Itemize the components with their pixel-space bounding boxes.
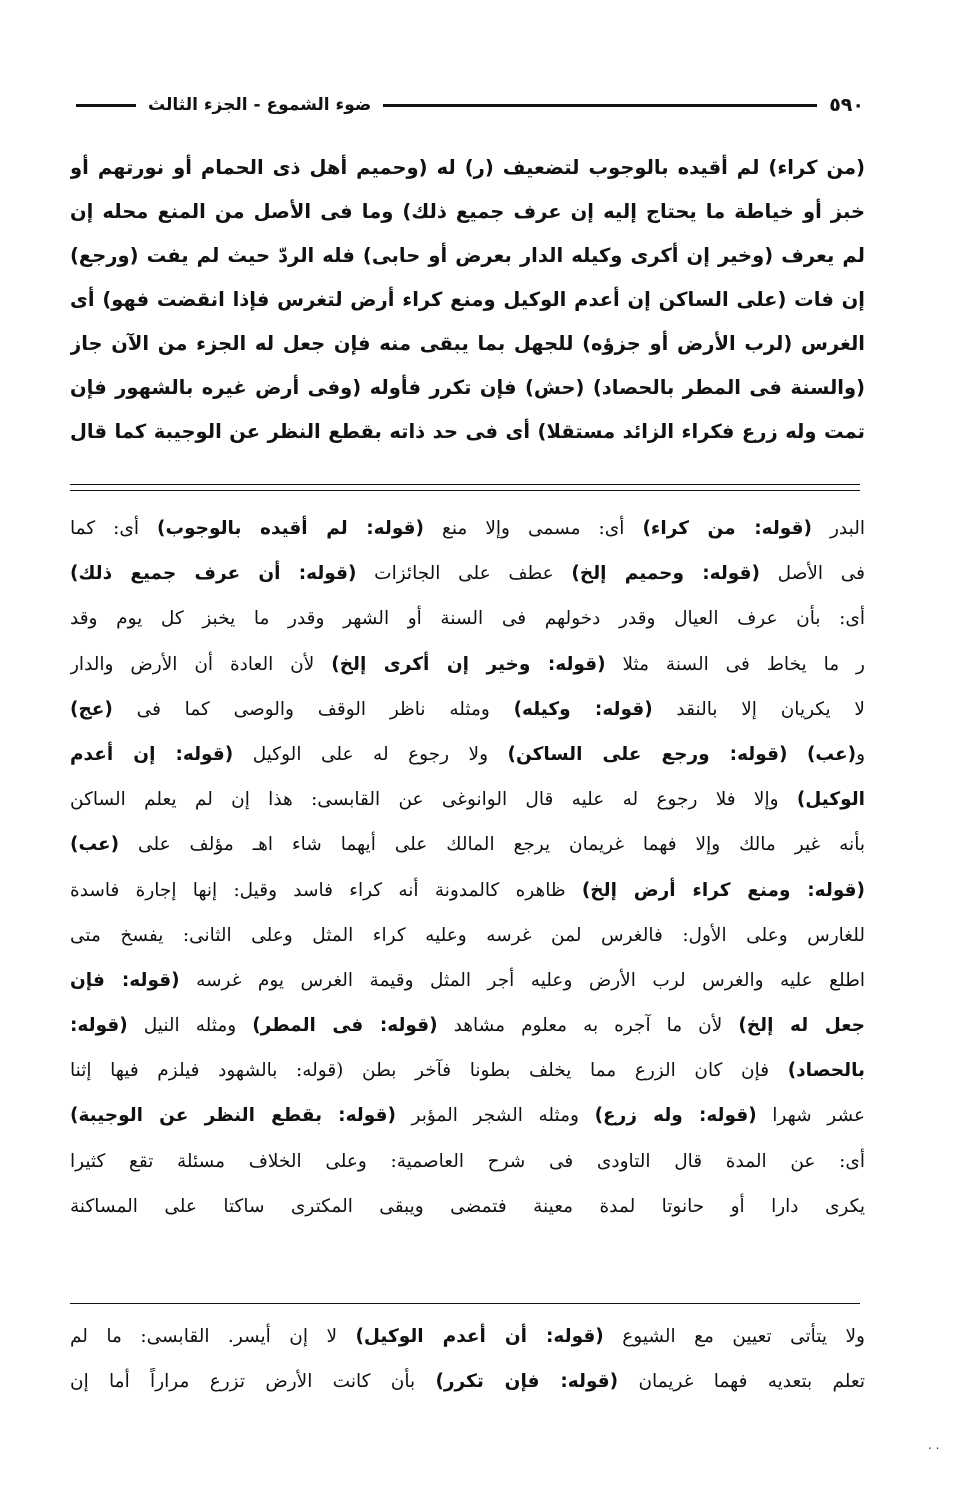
commentary-line <box>70 822 865 867</box>
bold-lemma: بالحصاد) <box>787 1060 865 1082</box>
bold-lemma: (عب) <box>806 743 857 765</box>
header-rule-end <box>76 104 136 107</box>
text-run: تعلم بتعديه فهما غريمان <box>618 1371 865 1393</box>
commentary-line <box>70 642 865 687</box>
text-run: ر ما يخاط فى السنة مثلا <box>605 653 865 675</box>
bold-lemma: (قوله: وله زرع) <box>594 1105 757 1127</box>
text-run: ومثله الشجر المؤبر <box>395 1105 595 1127</box>
footnote-line <box>70 1314 865 1359</box>
text-run: أى: عن المدة قال التاودى فى شرح العاصمية: وعلى الخلاف مسئلة تقع كثيرا <box>70 1150 865 1172</box>
running-header <box>64 88 864 122</box>
commentary-line <box>70 551 865 596</box>
text-run <box>787 744 807 765</box>
main-text <box>70 146 865 454</box>
text-run: لا إن أيسر. القابسى: ما لم <box>70 1326 356 1347</box>
text-run: ولا رجوع له على الوكيل <box>233 743 508 765</box>
commentary-line <box>70 1093 865 1138</box>
text-run: أى: بأن عرف العيال وقدر دخولهم فى السنة أو الشهر وقدر ما يخبز كل يوم وقد <box>70 608 865 630</box>
text-run: عشر شهرا <box>756 1105 865 1127</box>
running-title: ضوء الشموع - الجزء الثالث <box>148 95 372 115</box>
main-line: الغرس (لرب الأرض أو جزؤه) للجهل بما يبقى منه فإن جعل له الجزء من الآن جاز <box>70 332 865 355</box>
bold-lemma: (قوله: لم أقيده بالوجوب) <box>157 518 424 539</box>
text-run: بأنه غير مالك وإلا فهما غريمان يرجع المالك على أيهما شاء اهـ مؤلف على <box>119 834 865 856</box>
text-run: أى: مسمى وإلا منع <box>423 518 643 539</box>
text-run: فإن كان الزرع مما يخلف بطونا فآخر بطن (قوله: بالشهود فيلزم فيها إثنا <box>70 1060 788 1082</box>
commentary-line <box>70 1003 865 1048</box>
bold-lemma: الوكيل) <box>796 789 865 811</box>
text-run: ظاهره كالمدونة أنه كراء فاسد وقيل: إنها إجارة فاسدة <box>70 879 582 901</box>
bold-lemma: (قوله: <box>70 1015 128 1037</box>
bold-lemma: (قوله: بقطع النظر عن الوجيبة) <box>70 1105 396 1127</box>
header-rule <box>383 104 817 107</box>
commentary-line <box>70 1184 865 1229</box>
bold-lemma: (عج) <box>70 698 113 720</box>
text-run: فى الأصل <box>759 563 865 585</box>
text-run: البدر <box>811 518 865 539</box>
text-run: أى: كما <box>70 518 158 539</box>
text-run: ومثله النيل <box>127 1015 253 1037</box>
footnote-text <box>70 1314 865 1404</box>
text-run: ومثله ناظر الوقف والوصى كما فى <box>112 698 514 720</box>
text-run: بأن كانت الأرض تزرع مراراً أما إن <box>70 1371 436 1393</box>
bold-lemma: (قوله: فإن <box>70 969 180 991</box>
commentary-line <box>70 868 865 913</box>
main-line: تمت وله زرع فكراء الزائد مستقلا) أى فى حد ذاته بقطع النظر عن الوجيبة كما قال <box>70 420 865 443</box>
commentary-line <box>70 596 865 641</box>
text-run: وإلا فلا رجوع له عليه قال الوانوغى عن القابسى: هذا إن لم يعلم الساكن <box>70 789 797 811</box>
main-line: خبز أو خياطة ما يحتاج إليه إن عرف جميع ذلك) وما فى الأصل من المنع محله إن <box>70 200 865 223</box>
commentary-line <box>70 1139 865 1184</box>
bold-lemma: (قوله: وخير إن أكرى إلخ) <box>331 653 606 675</box>
text-run: لأن ما آجره به معلوم مشاهد <box>437 1015 739 1037</box>
text-run: للغارس وعلى الأول: فالغرس لمن غرسه وعليه كراء المثل وعلى الثانى: يفسخ متى <box>70 924 865 946</box>
text-run: ولا يتأتى تعيين مع الشيوع <box>603 1326 865 1347</box>
text-run: لأن العادة أن الأرض والدار <box>70 653 332 675</box>
bold-lemma: (قوله: فإن تكرر) <box>435 1371 619 1393</box>
footnote-divider <box>70 1303 860 1304</box>
page-number: ٥٩٠ <box>829 94 864 116</box>
main-line: إن فات (على الساكن إن أعدم الوكيل ومنع كراء أرض لتغرس فإذا انقضت فهو) أى <box>70 288 865 311</box>
bold-lemma: (قوله: وحميم إلخ) <box>571 563 760 585</box>
text-run: اطلع عليه والغرس لرب الأرض وعليه أجر المثل وقيمة الغرس يوم غرسه <box>179 969 865 991</box>
text-run: عطف على الجائزات <box>356 563 572 585</box>
text-run: يكرى دارا أو حانوتا لمدة معينة فتمضى ويبقى المكترى ساكتا على المساكنة <box>70 1195 865 1217</box>
commentary-line <box>70 687 865 732</box>
bold-lemma: (قوله: من كراء) <box>642 518 812 539</box>
commentary-text <box>70 506 865 1229</box>
main-commentary-divider <box>70 484 860 491</box>
text-run: لا يكريان إلا بالنقد <box>652 698 865 720</box>
bold-lemma: (قوله: إن أعدم <box>70 743 234 765</box>
bold-lemma: (قوله: أن عرف جميع ذلك) <box>70 563 357 585</box>
commentary-line <box>70 732 865 777</box>
commentary-line <box>70 506 865 551</box>
bold-lemma: جعل له إلخ) <box>738 1015 865 1037</box>
bold-lemma: (قوله: فى المطر) <box>252 1015 438 1037</box>
commentary-line <box>70 777 865 822</box>
text-run: و <box>856 743 865 765</box>
commentary-line <box>70 1048 865 1093</box>
main-line: لم يعرف (وخير إن أكرى وكيله الدار بعرض أو حابى) فله الردّ حيث لم يفت (ورجع) <box>70 244 865 267</box>
bold-lemma: (قوله: ومنع كراء أرض إلخ) <box>581 879 865 901</box>
bold-lemma: (عب) <box>70 834 120 856</box>
bold-lemma: (قوله: وكيله) <box>513 698 653 720</box>
bold-lemma: (قوله: ورجع على الساكن) <box>507 743 788 765</box>
commentary-line <box>70 958 865 1003</box>
scan-marks: . . <box>928 1438 940 1452</box>
bold-lemma: (قوله: أن أعدم الوكيل) <box>355 1326 604 1347</box>
main-line: (والسنة فى المطر بالحصاد) (حش) فإن تكرر فأوله (وفى أرض غيره بالشهور فإن <box>70 376 865 399</box>
commentary-line <box>70 913 865 958</box>
footnote-line <box>70 1359 865 1404</box>
main-line: (من كراء) لم أقيده بالوجوب لتضعيف (ر) له (وحميم أهل ذى الحمام أو نورتهم أو <box>70 156 865 179</box>
